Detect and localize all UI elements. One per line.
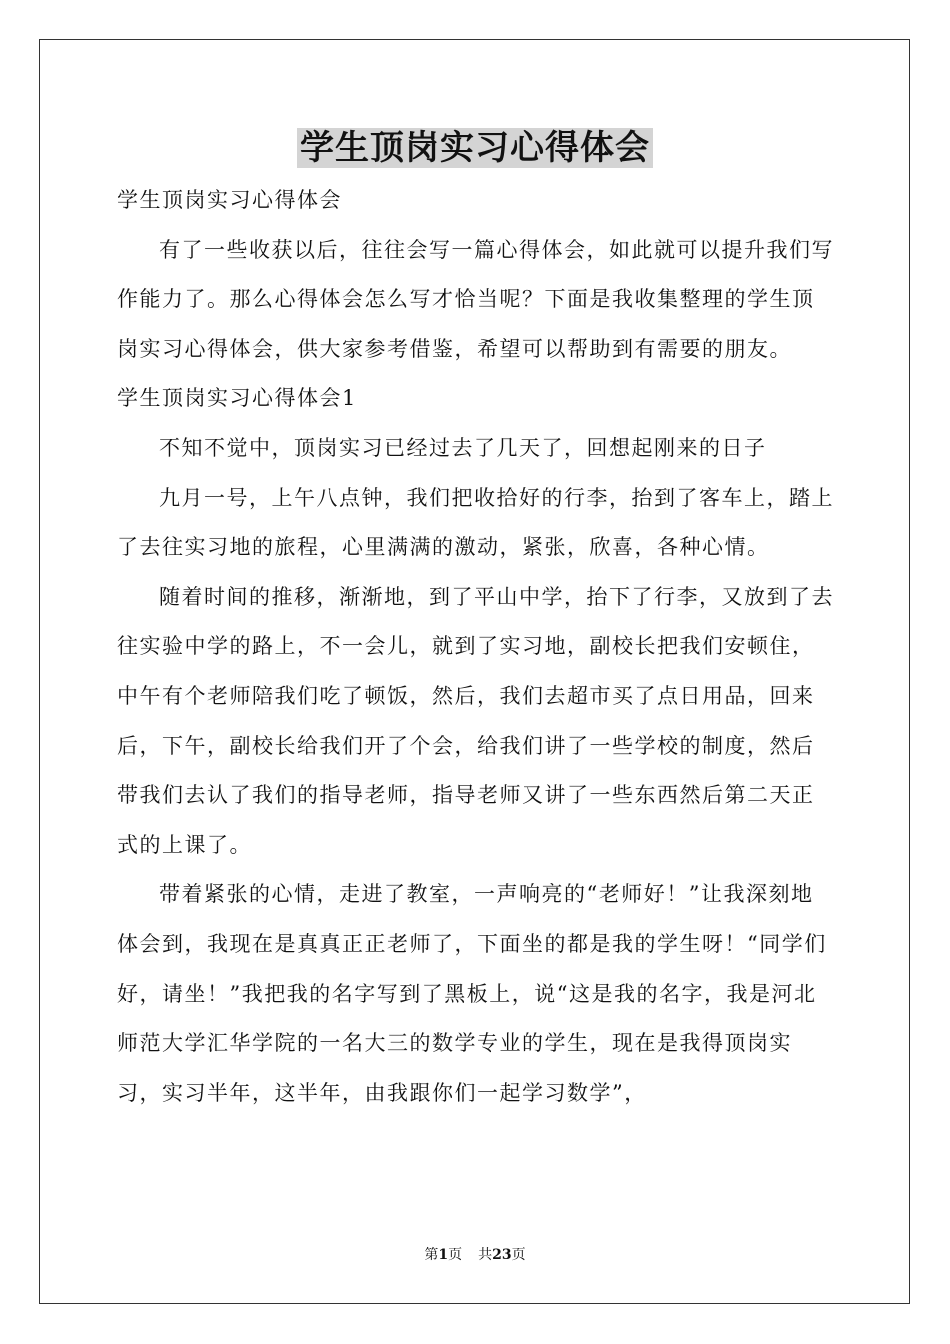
- document-title: [0, 122, 950, 174]
- paragraph: 带着紧张的心情，走进了教室，一声响亮的“老师好！”让我深刻地体会到，我现在是真真正正老师了，下面坐的都是我的学生呀！“同学们好，请坐！”我把我的名字写到了黑板上，说“这是我的名字，我是河北师范大学汇华学院的一名大三的数学专业的学生，现在是我得顶岗实习，实习半年，这半年，由我跟你们一起学习数学”，: [117, 882, 827, 1105]
- paragraph: 九月一号，上午八点钟，我们把收拾好的行李，抬到了客车上，踏上了去往实习地的旅程，心里满满的激动，紧张，欣喜，各种心情。: [117, 485, 834, 560]
- paragraph: 随着时间的推移，渐渐地，到了平山中学，抬下了行李，又放到了去往实验中学的路上，不一会儿，就到了实习地，副校长把我们安顿住，中午有个老师陪我们吃了顿饭，然后，我们去超市买了点日用品，回来后，下午，副校长给我们开了个会，给我们讲了一些学校的制度，然后带我们去认了我们的指导老师，指导老师又讲了一些东西然后第二天正式的上课了。: [117, 584, 834, 857]
- paragraph: 学生顶岗实习心得体会: [117, 188, 342, 212]
- paragraph: 不知不觉中，顶岗实习已经过去了几天了，回想起刚来的日子: [159, 435, 767, 460]
- total-pages: 23: [492, 1247, 512, 1263]
- paragraph: 学生顶岗实习心得体会1: [117, 386, 357, 411]
- current-page: 1: [438, 1247, 449, 1263]
- document-title-text: 学生顶岗实习心得体会: [297, 128, 653, 168]
- page-footer: [0, 1245, 950, 1265]
- page-total: 共23页: [478, 1247, 526, 1263]
- document-body: [117, 176, 835, 1118]
- page-number: 第1页: [424, 1247, 463, 1263]
- paragraph: 有了一些收获以后，往往会写一篇心得体会，如此就可以提升我们写作能力了。那么心得体会怎么写才恰当呢？下面是我收集整理的学生顶岗实习心得体会，供大家参考借鉴，希望可以帮助到有需要的朋友。: [117, 237, 834, 361]
